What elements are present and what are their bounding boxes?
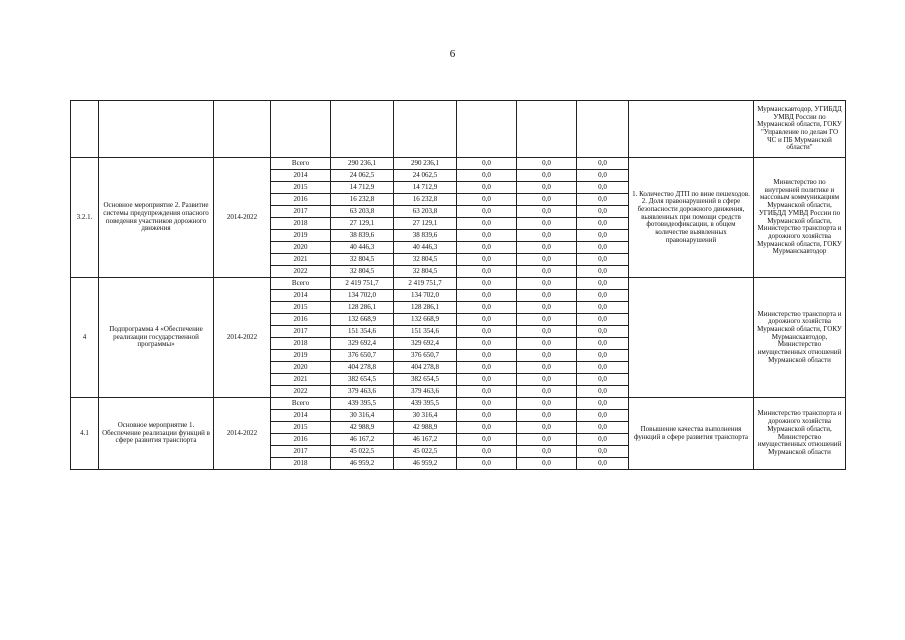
executors-cell: Министерство транспорта и дорожного хозяйства Мурманской области, ГОКУ Мурманскавтодор, Министерство имущественных отношений Мурманской области [754, 278, 846, 398]
other-source-amount: 0,0 [517, 278, 577, 290]
item-code: 4 [71, 278, 99, 398]
budget-amount: 14 712,9 [394, 182, 457, 194]
other-source-amount: 0,0 [577, 302, 629, 314]
budget-amount: 45 022,5 [394, 446, 457, 458]
other-source-amount: 0,0 [577, 398, 629, 410]
budget-amount: 290 236,1 [394, 158, 457, 170]
total-amount: 27 129,1 [331, 218, 394, 230]
other-source-amount: 0,0 [457, 434, 517, 446]
other-source-amount: 0,0 [457, 290, 517, 302]
other-source-amount: 0,0 [577, 254, 629, 266]
other-source-amount: 0,0 [577, 218, 629, 230]
other-source-amount: 0,0 [517, 338, 577, 350]
other-source-amount: 0,0 [577, 290, 629, 302]
budget-amount: 30 316,4 [394, 410, 457, 422]
other-source-amount: 0,0 [577, 338, 629, 350]
other-source-amount: 0,0 [457, 242, 517, 254]
other-source-amount: 0,0 [517, 230, 577, 242]
item-name: Основное мероприятие 1. Обеспечение реализации функций в сфере развития транспорта [99, 398, 214, 470]
other-source-amount: 0,0 [517, 314, 577, 326]
other-source-amount: 0,0 [457, 410, 517, 422]
total-amount: 45 022,5 [331, 446, 394, 458]
other-source-amount: 0,0 [577, 386, 629, 398]
other-source-amount: 0,0 [577, 314, 629, 326]
budget-amount: 329 692,4 [394, 338, 457, 350]
executors-cell: Мурманскавтодор, УГИБДД УМВД России по Мурманской области, ГОКУ "Управление по делам ГО ЧС и ПБ Мурманской области" [754, 101, 846, 158]
total-amount: 46 959,2 [331, 458, 394, 470]
other-source-amount: 0,0 [457, 458, 517, 470]
indicators-cell: Повышение качества выполнения функций в сфере развития транспорта [629, 398, 754, 470]
other-source-amount: 0,0 [457, 314, 517, 326]
other-source-amount: 0,0 [457, 398, 517, 410]
total-amount: 382 654,5 [331, 374, 394, 386]
budget-amount: 42 988,9 [394, 422, 457, 434]
cell-empty [577, 101, 629, 158]
total-amount: 290 236,1 [331, 158, 394, 170]
total-amount: 40 446,3 [331, 242, 394, 254]
year-cell: 2015 [271, 302, 331, 314]
budget-amount: 439 395,5 [394, 398, 457, 410]
continued-row [71, 101, 846, 158]
budget-amount: 46 959,2 [394, 458, 457, 470]
other-source-amount: 0,0 [577, 278, 629, 290]
other-source-amount: 0,0 [577, 458, 629, 470]
year-cell: 2022 [271, 386, 331, 398]
cell-empty [214, 101, 271, 158]
budget-amount: 151 354,6 [394, 326, 457, 338]
year-cell: Всего [271, 398, 331, 410]
total-amount: 151 354,6 [331, 326, 394, 338]
other-source-amount: 0,0 [457, 446, 517, 458]
total-amount: 46 167,2 [331, 434, 394, 446]
program-funding-table [70, 100, 846, 470]
other-source-amount: 0,0 [577, 230, 629, 242]
total-amount: 329 692,4 [331, 338, 394, 350]
other-source-amount: 0,0 [457, 326, 517, 338]
budget-amount: 32 804,5 [394, 266, 457, 278]
other-source-amount: 0,0 [457, 362, 517, 374]
total-amount: 32 804,5 [331, 254, 394, 266]
other-source-amount: 0,0 [457, 266, 517, 278]
total-amount: 16 232,8 [331, 194, 394, 206]
other-source-amount: 0,0 [517, 446, 577, 458]
total-amount: 379 463,6 [331, 386, 394, 398]
other-source-amount: 0,0 [577, 170, 629, 182]
cell-empty [394, 101, 457, 158]
other-source-amount: 0,0 [517, 350, 577, 362]
total-amount: 14 712,9 [331, 182, 394, 194]
other-source-amount: 0,0 [577, 266, 629, 278]
year-cell: 2020 [271, 242, 331, 254]
other-source-amount: 0,0 [457, 218, 517, 230]
other-source-amount: 0,0 [457, 422, 517, 434]
other-source-amount: 0,0 [577, 410, 629, 422]
other-source-amount: 0,0 [517, 386, 577, 398]
other-source-amount: 0,0 [517, 266, 577, 278]
other-source-amount: 0,0 [517, 410, 577, 422]
other-source-amount: 0,0 [457, 386, 517, 398]
year-cell: 2018 [271, 458, 331, 470]
year-cell: 2021 [271, 374, 331, 386]
year-cell: 2019 [271, 230, 331, 242]
total-amount: 42 988,9 [331, 422, 394, 434]
other-source-amount: 0,0 [517, 206, 577, 218]
item-period: 2014-2022 [214, 278, 271, 398]
other-source-amount: 0,0 [577, 374, 629, 386]
item-period: 2014-2022 [214, 158, 271, 278]
year-cell: Всего [271, 158, 331, 170]
budget-amount: 24 062,5 [394, 170, 457, 182]
year-cell: 2015 [271, 422, 331, 434]
year-cell: 2015 [271, 182, 331, 194]
year-cell: 2022 [271, 266, 331, 278]
budget-amount: 27 129,1 [394, 218, 457, 230]
table-row [71, 158, 846, 170]
total-amount: 38 839,6 [331, 230, 394, 242]
indicators-cell [629, 278, 754, 398]
other-source-amount: 0,0 [517, 422, 577, 434]
total-amount: 24 062,5 [331, 170, 394, 182]
other-source-amount: 0,0 [517, 218, 577, 230]
other-source-amount: 0,0 [517, 434, 577, 446]
year-cell: 2017 [271, 326, 331, 338]
other-source-amount: 0,0 [457, 302, 517, 314]
year-cell: 2018 [271, 338, 331, 350]
other-source-amount: 0,0 [517, 302, 577, 314]
other-source-amount: 0,0 [577, 182, 629, 194]
other-source-amount: 0,0 [457, 170, 517, 182]
other-source-amount: 0,0 [517, 290, 577, 302]
total-amount: 128 286,1 [331, 302, 394, 314]
cell-empty [629, 101, 754, 158]
budget-amount: 38 839,6 [394, 230, 457, 242]
year-cell: 2019 [271, 350, 331, 362]
year-cell: 2016 [271, 434, 331, 446]
budget-amount: 16 232,8 [394, 194, 457, 206]
year-cell: 2017 [271, 206, 331, 218]
budget-amount: 379 463,6 [394, 386, 457, 398]
other-source-amount: 0,0 [577, 194, 629, 206]
year-cell: 2017 [271, 446, 331, 458]
other-source-amount: 0,0 [457, 338, 517, 350]
indicators-cell: 1. Количество ДТП по вине пешеходов. 2. Доля правонарушений в сфере безопасности дорожного движения, выявленных при помощи средств фотовидеофиксации, в общем количестве выявленных правонарушений [629, 158, 754, 278]
item-name: Подпрограмма 4 «Обеспечение реализации государственной программы» [99, 278, 214, 398]
cell-empty [71, 101, 99, 158]
other-source-amount: 0,0 [517, 182, 577, 194]
total-amount: 30 316,4 [331, 410, 394, 422]
total-amount: 376 650,7 [331, 350, 394, 362]
other-source-amount: 0,0 [457, 158, 517, 170]
other-source-amount: 0,0 [577, 206, 629, 218]
other-source-amount: 0,0 [517, 458, 577, 470]
budget-amount: 404 278,8 [394, 362, 457, 374]
cell-empty [517, 101, 577, 158]
other-source-amount: 0,0 [517, 158, 577, 170]
budget-amount: 128 286,1 [394, 302, 457, 314]
other-source-amount: 0,0 [577, 350, 629, 362]
executors-cell: Министерство транспорта и дорожного хозяйства Мурманской области, Министерство имущественных отношений Мурманской области [754, 398, 846, 470]
budget-amount: 376 650,7 [394, 350, 457, 362]
budget-amount: 2 419 751,7 [394, 278, 457, 290]
budget-amount: 132 668,9 [394, 314, 457, 326]
other-source-amount: 0,0 [577, 422, 629, 434]
budget-amount: 63 203,8 [394, 206, 457, 218]
item-code: 3.2.1. [71, 158, 99, 278]
budget-amount: 32 804,5 [394, 254, 457, 266]
other-source-amount: 0,0 [517, 242, 577, 254]
budget-amount: 40 446,3 [394, 242, 457, 254]
year-cell: 2021 [271, 254, 331, 266]
executors-cell: Министерство по внутренней политике и массовым коммуникациям Мурманской области, УГИБДД УМВД России по Мурманской области, Министерство транспорта и дорожного хозяйства Мурманской области, ГОКУ Мурманскавтодор [754, 158, 846, 278]
other-source-amount: 0,0 [517, 326, 577, 338]
item-name: Основное мероприятие 2. Развитие системы предупреждения опасного поведения участников дорожного движения [99, 158, 214, 278]
other-source-amount: 0,0 [577, 362, 629, 374]
other-source-amount: 0,0 [457, 206, 517, 218]
total-amount: 439 395,5 [331, 398, 394, 410]
other-source-amount: 0,0 [577, 242, 629, 254]
other-source-amount: 0,0 [457, 374, 517, 386]
year-cell: 2016 [271, 194, 331, 206]
other-source-amount: 0,0 [457, 350, 517, 362]
cell-empty [457, 101, 517, 158]
total-amount: 404 278,8 [331, 362, 394, 374]
other-source-amount: 0,0 [517, 170, 577, 182]
item-period: 2014-2022 [214, 398, 271, 470]
year-cell: 2020 [271, 362, 331, 374]
year-cell: 2018 [271, 218, 331, 230]
budget-amount: 46 167,2 [394, 434, 457, 446]
table-row [71, 398, 846, 410]
year-cell: 2014 [271, 170, 331, 182]
year-cell: 2014 [271, 410, 331, 422]
other-source-amount: 0,0 [577, 326, 629, 338]
total-amount: 2 419 751,7 [331, 278, 394, 290]
other-source-amount: 0,0 [457, 194, 517, 206]
other-source-amount: 0,0 [517, 254, 577, 266]
total-amount: 63 203,8 [331, 206, 394, 218]
year-cell: Всего [271, 278, 331, 290]
total-amount: 132 668,9 [331, 314, 394, 326]
other-source-amount: 0,0 [577, 446, 629, 458]
other-source-amount: 0,0 [517, 194, 577, 206]
other-source-amount: 0,0 [457, 230, 517, 242]
other-source-amount: 0,0 [577, 434, 629, 446]
year-cell: 2014 [271, 290, 331, 302]
cell-empty [271, 101, 331, 158]
other-source-amount: 0,0 [457, 254, 517, 266]
other-source-amount: 0,0 [577, 158, 629, 170]
year-cell: 2016 [271, 314, 331, 326]
cell-empty [331, 101, 394, 158]
other-source-amount: 0,0 [517, 398, 577, 410]
cell-empty [99, 101, 214, 158]
total-amount: 32 804,5 [331, 266, 394, 278]
item-code: 4.1 [71, 398, 99, 470]
other-source-amount: 0,0 [517, 362, 577, 374]
table-row [71, 278, 846, 290]
other-source-amount: 0,0 [517, 374, 577, 386]
budget-amount: 134 702,0 [394, 290, 457, 302]
other-source-amount: 0,0 [457, 278, 517, 290]
page-number: 6 [449, 48, 456, 60]
budget-amount: 382 654,5 [394, 374, 457, 386]
total-amount: 134 702,0 [331, 290, 394, 302]
other-source-amount: 0,0 [457, 182, 517, 194]
